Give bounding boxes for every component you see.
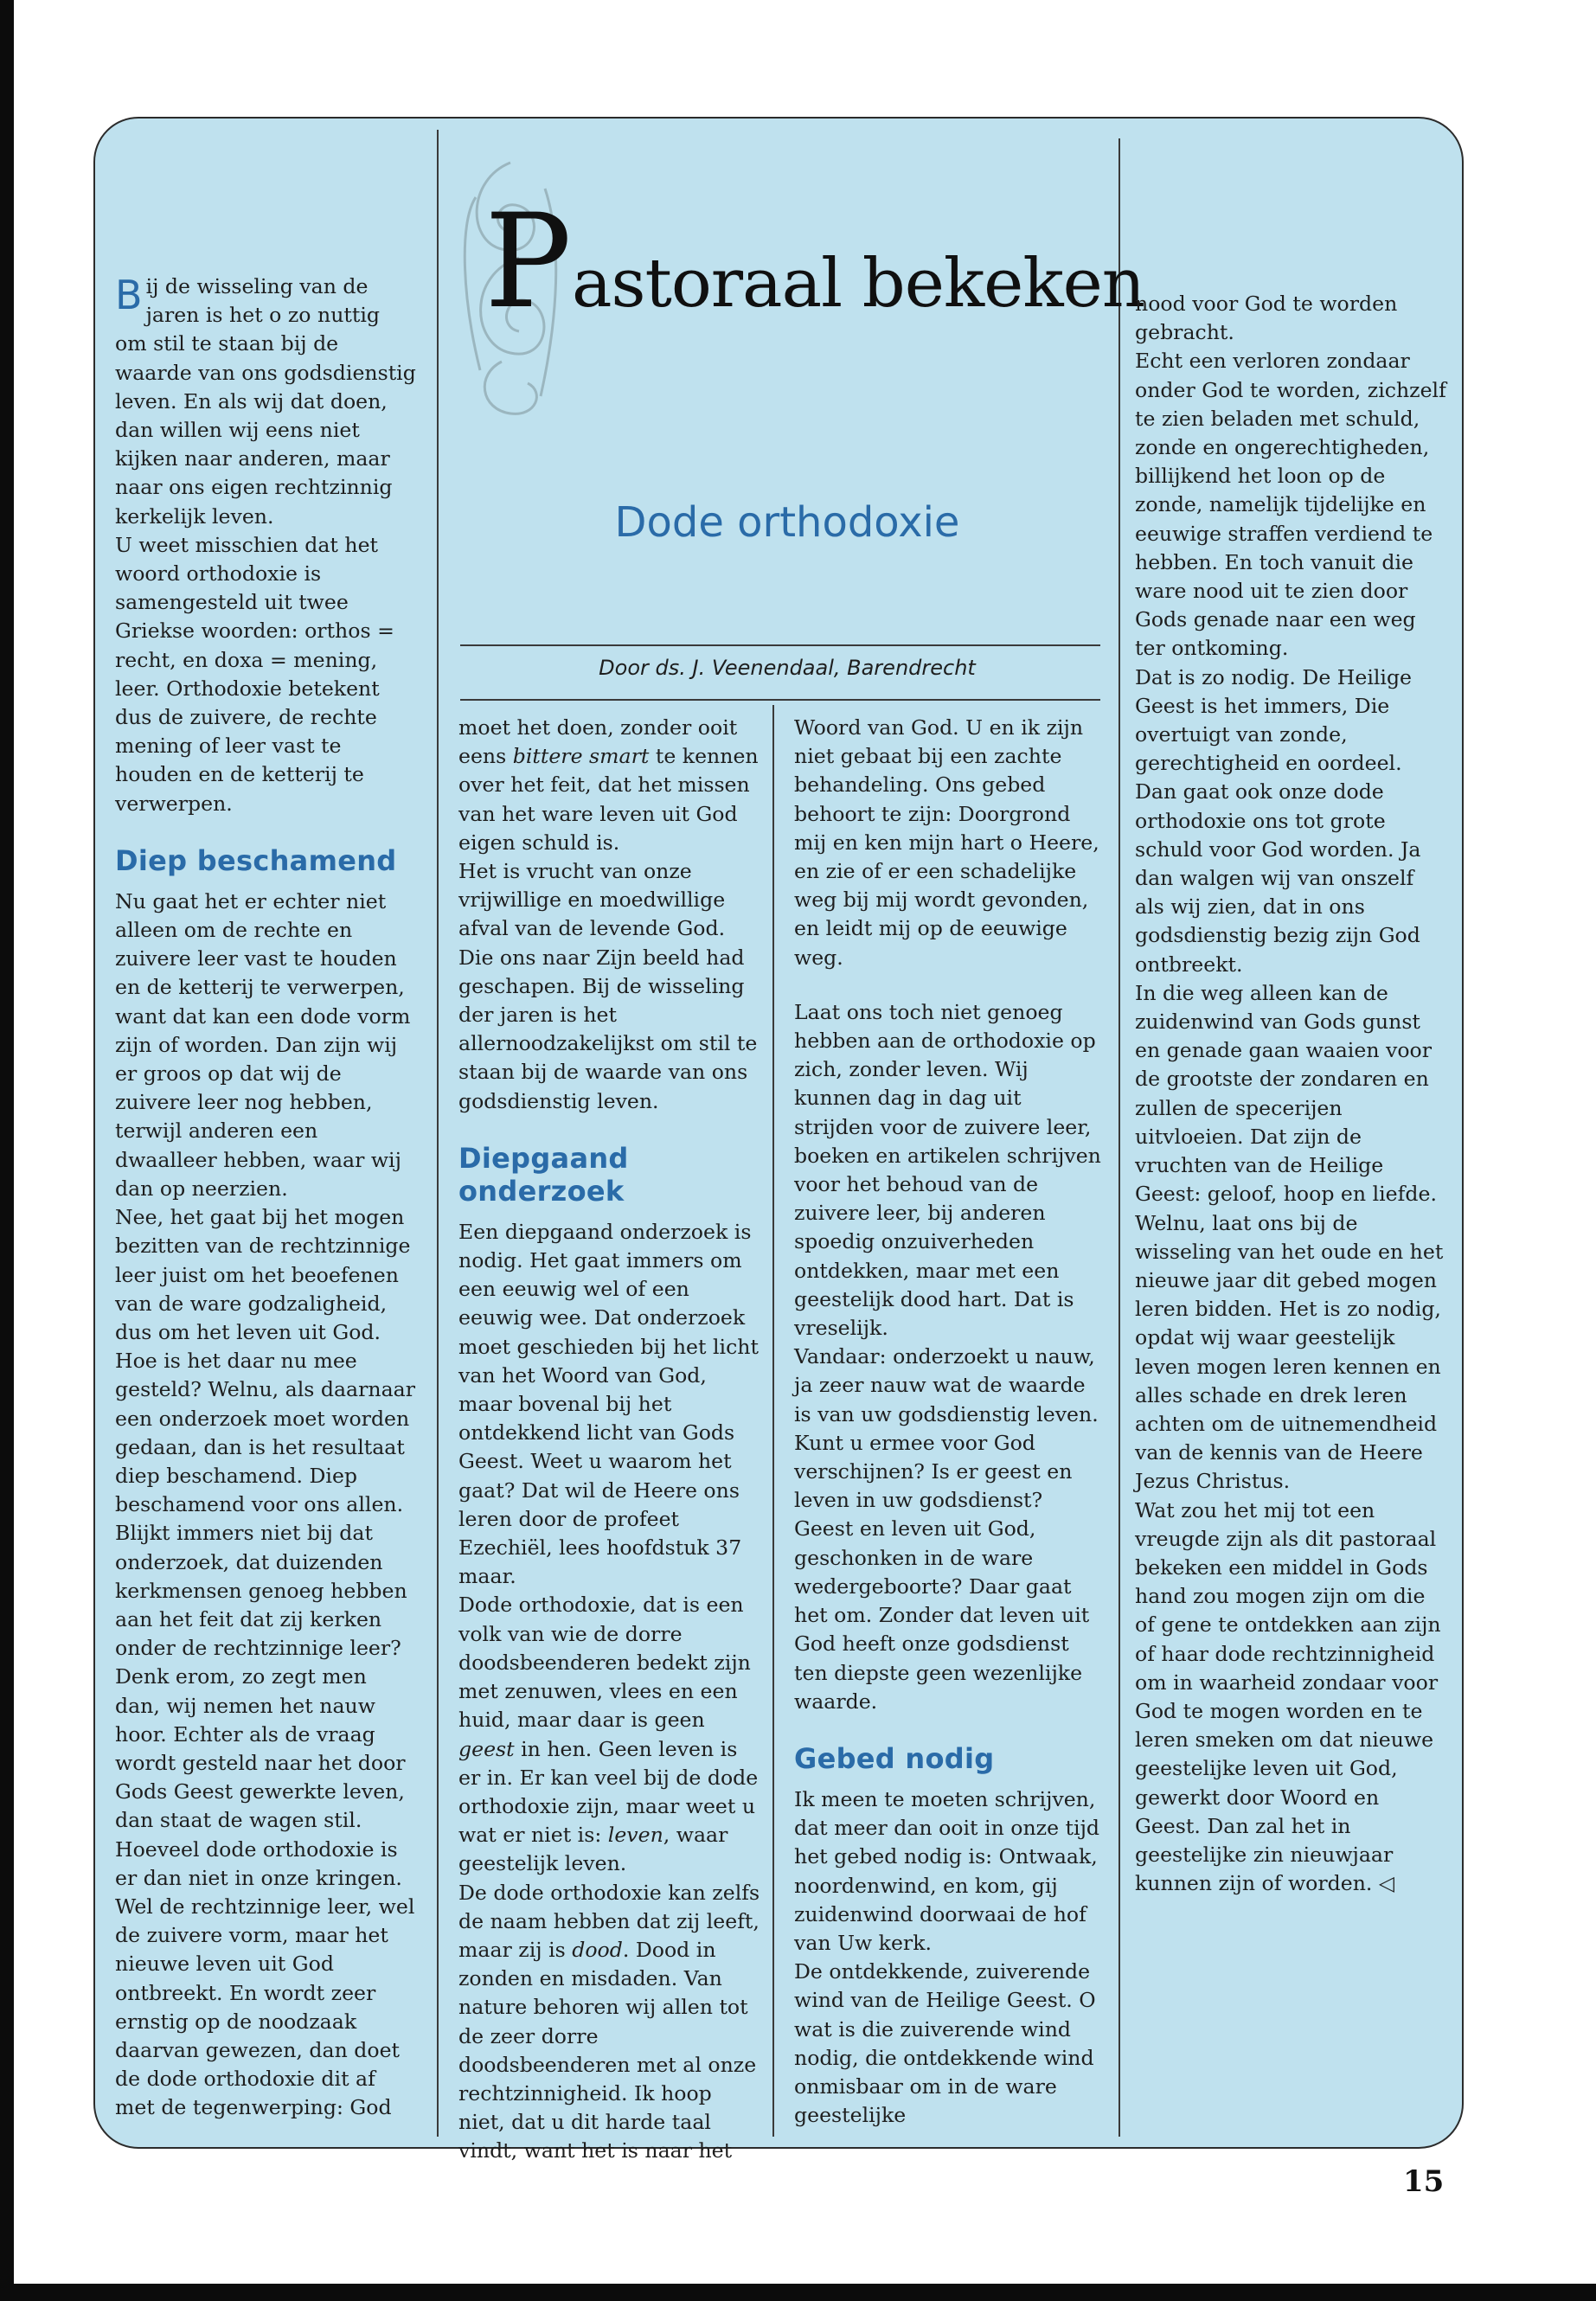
- text-column-2: [458, 714, 763, 2166]
- scan-edge-bottom: [0, 2284, 1596, 2301]
- paragraph: Nu gaat het er echter niet alleen om de rechte en zuivere leer vast te houden en de ketterij te verwerpen, want dat kan een dode vorm zijn of worden. Dan zijn wij er groos op dat wij de zuivere leer nog hebben, terwijl anderen een dwaalleer hebben, waar wij dan op neerzien.: [115, 888, 411, 1201]
- paragraph: Dat is zo nodig. De Heilige Geest is het immers, Die overtuigt van zonde, gerechtigheid en oordeel. Dan gaat ook onze dode orthodoxie ons tot grote schuld voor God worden. Ja dan walgen wij van onszelf als wij zien, dat in ons godsdienstig bezig zijn God ontbreekt.: [1135, 664, 1421, 977]
- paragraph: De dode orthodoxie kan zelfs de naam hebben dat zij leeft, maar zij is dood. Dood in zonden en misdaden. Van nature behoren wij allen tot de zeer dorre doodsbeenderen met al onze rechtzinnigheid. Ik hoop niet, dat u dit harde taal vindt, want het is naar het: [458, 1880, 760, 2163]
- paragraph: Vandaar: onderzoekt u nauw, ja zeer nauw wat de waarde is van uw godsdienstig leven. Kunt u ermee voor God verschijnen? Is er geest en leven in uw godsdienst? Geest en leven uit God, geschonken in de ware wedergeboorte? Daar gaat het om. Zonder dat leven uit God heeft onze godsdienst ten diepste geen wezenlijke waarde.: [794, 1344, 1099, 1714]
- text-column-4: [1135, 290, 1446, 1898]
- column-divider: [1118, 138, 1120, 2137]
- paragraph: Hoeveel dode orthodoxie is er dan niet in onze kringen. Wel de rechtzinnige leer, wel de zuivere vorm, maar het nieuwe leven uit God ontbreekt. En wordt zeer ernstig op de noodzaak daarvan gewezen, dan doet de dode orthodoxie dit af met de tegenwerping: God: [115, 1836, 415, 2120]
- paragraph: nood voor God te worden gebracht.: [1135, 292, 1398, 345]
- text-column-3: [794, 714, 1101, 2130]
- paragraph: Laat ons toch niet genoeg hebben aan de orthodoxie op zich, zonder leven. Wij kunnen dag in dag uit strijden voor de zuivere leer, boeken en artikelen schrijven voor het behoud van de zuivere leer, bij anderen spoedig onzuiverheden ontdekken, maar met een geestelijk dood hart. Dat is vreselijk.: [794, 999, 1101, 1341]
- drop-cap: B: [115, 272, 143, 318]
- title-initial: P: [484, 187, 572, 337]
- paragraph: In die weg alleen kan de zuidenwind van Gods gunst en genade gaan waaien voor de grootste der zondaren en zullen de specerijen uitvloeien. Dat zijn de vruchten van de Heilige Geest: geloof, hoop en liefde.: [1135, 980, 1437, 1207]
- byline-rule-bottom: [460, 699, 1100, 701]
- paragraph: Dode orthodoxie, dat is een volk van wie de dorre doodsbeenderen bedekt zijn met zenuwen, vlees en een huid, maar daar is geen geest in hen. Geen leven is er in. Er kan veel bij de dode orthodoxie zijn, maar weet u wat er niet is: leven, waar geestelijk leven.: [458, 1593, 759, 1876]
- paragraph: Blijkt immers niet bij dat onderzoek, dat duizenden kerkmensen genoeg hebben aan het feit dat zij kerken onder de rechtzinnige leer? Denk erom, zo zegt men dan, wij nemen het nauw hoor. Echter als de vraag wordt gesteld naar het door Gods Geest gewerkte leven, dan staat de wagen stil.: [115, 1521, 407, 1833]
- paragraph: Welnu, laat ons bij de wisseling van het oude en het nieuwe jaar dit gebed mogen leren bidden. Het is zo nodig, opdat wij waar geestelijk leven mogen leren kennen en alles schade en drek leren achten om de uitnemendheid van de kennis van de Heere Jezus Christus.: [1135, 1210, 1444, 1494]
- title-rest: astoraal bekeken: [571, 245, 1144, 323]
- column-divider: [772, 705, 774, 2137]
- paragraph: moet het doen, zonder ooit eens bittere smart te kennen over het feit, dat het missen van het ware leven uit God eigen schuld is.: [458, 715, 759, 855]
- section-heading: Diep beschamend: [115, 843, 397, 877]
- paragraph: Een diepgaand onderzoek is nodig. Het gaat immers om een eeuwig wel of een eeuwig wee. Dat onderzoek moet geschieden bij het licht van het Woord van God, maar bovenal bij het ontdekkend licht van Gods Geest. Weet u waarom het gaat? Dat wil de Heere ons leren door de profeet Ezechiël, lees hoofdstuk 37 maar.: [458, 1219, 759, 1589]
- page-number: 15: [1403, 2164, 1445, 2199]
- paragraph: Echt een verloren zondaar onder God te worden, zichzelf te zien beladen met schuld, zonde en ongerechtigheden, billijkend het loon op de zonde, namelijk tijdelijke en eeuwige straffen verdiend te hebben. En toch vanuit die ware nood uit te zien door Gods genade naar een weg ter ontkoming.: [1135, 349, 1446, 661]
- paragraph: Nee, het gaat bij het mogen bezitten van de rechtzinnige leer juist om het beoefenen van de ware godzaligheid, dus om het leven uit God. Hoe is het daar nu mee gesteld? Welnu, als daarnaar een onderzoek moet worden gedaan, dan is het resultaat diep beschamend. Diep beschamend voor ons allen.: [115, 1205, 415, 1517]
- text-column-1: [115, 272, 418, 2123]
- paragraph: Ik meen te moeten schrijven, dat meer dan ooit in onze tijd het gebed nodig is: Ontwaak, noordenwind, en kom, gij zuidenwind doorwaai de hof van Uw kerk.: [794, 1786, 1100, 1955]
- byline: Door ds. J. Veenendaal, Barendrecht: [599, 656, 976, 680]
- intro-paragraph: Bij de wisseling van de jaren is het o zo nuttig om stil te staan bij de waarde van ons godsdienstig leven. En als wij dat doen, dan willen wij eens niet kijken naar anderen, maar naar ons eigen rechtzinnig kerkelijk leven.: [115, 272, 416, 529]
- section-heading: Gebed nodig: [794, 1741, 995, 1775]
- paragraph: Wat zou het mij tot een vreugde zijn als dit pastoraal bekeken een middel in Gods hand zou mogen zijn om die of gene te ontdekken aan zijn of haar dode rechtzinnigheid om in waarheid zondaar voor God te mogen worden en te leren smeken om dat nieuwe geestelijke leven uit God, gewerkt door Woord en Geest. Dan zal het in geestelijke zin nieuwjaar kunnen zijn of worden. ◁: [1135, 1497, 1441, 1896]
- paragraph: U weet misschien dat het woord orthodoxie is samengesteld uit twee Griekse woorden: orthos = recht, en doxa = mening, leer. Orthodoxie betekent dus de zuivere, de rechte mening of leer vast te houden en de ketterij te verwerpen.: [115, 532, 394, 816]
- column-divider: [437, 130, 439, 2137]
- end-mark-icon: ◁: [1378, 1871, 1395, 1896]
- paragraph: Woord van God. U en ik zijn niet gebaat bij een zachte behandeling. Ons gebed behoort te zijn: Doorgrond mij en ken mijn hart o Heere, en zie of er een schadelijke weg bij mij wordt gevonden, en leidt mij op de eeuwige weg.: [794, 715, 1099, 970]
- paragraph: De ontdekkende, zuiverende wind van de Heilige Geest. O wat is die zuiverende wind nodig, die ontdekkende wind onmisbaar om in de ware geestelijke: [794, 1959, 1096, 2128]
- section-heading: Diepgaand onderzoek: [458, 1141, 629, 1208]
- paragraph: Het is vrucht van onze vrijwillige en moedwillige afval van de levende God. Die ons naar Zijn beeld had geschapen. Bij de wisseling der jaren is het allernoodzakelijkst om stil te staan bij de waarde van ons godsdienstig leven.: [458, 859, 758, 1113]
- article-title: Dode orthodoxie: [614, 498, 960, 547]
- column-title: [484, 187, 1144, 337]
- byline-rule-top: [460, 644, 1100, 646]
- scan-edge-left: [0, 0, 14, 2301]
